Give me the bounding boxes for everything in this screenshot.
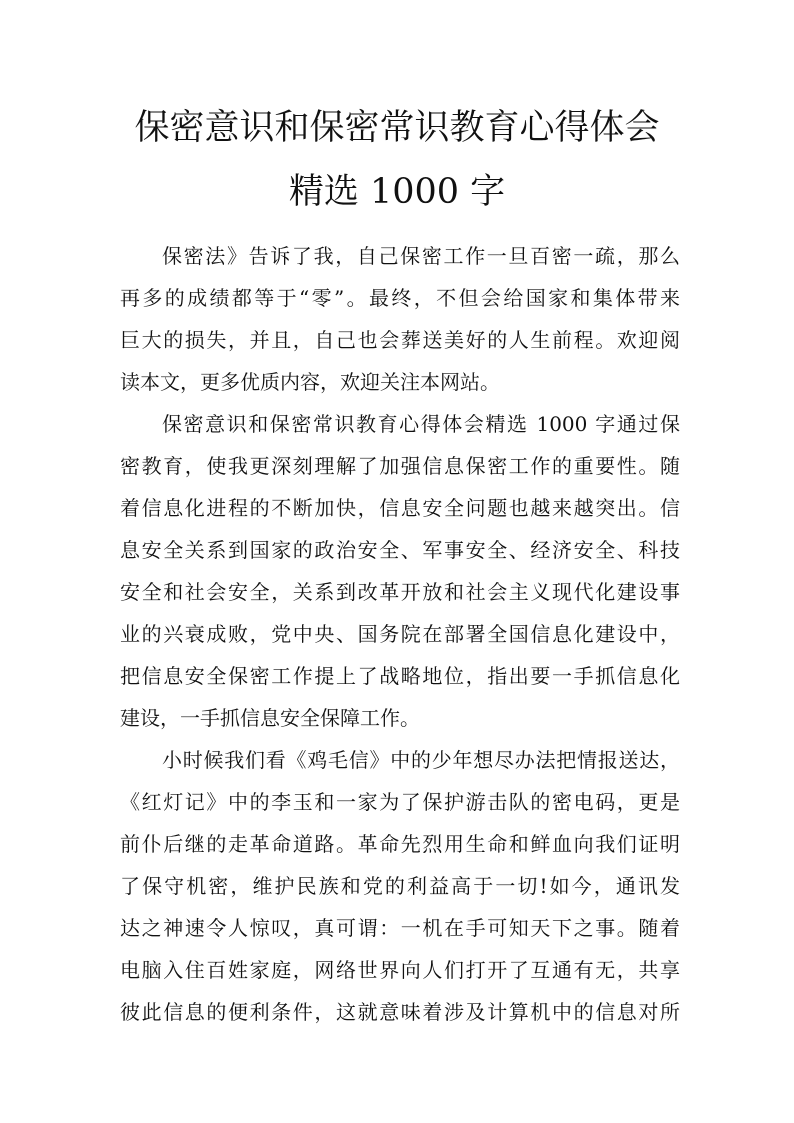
body-line: 了保守机密，维护民族和党的利益高于一切!如今，通讯发 [120,874,680,898]
body-line: 把信息安全保密工作提上了战略地位，指出要一手抓信息化 [120,664,680,688]
document-title-line-1: 保密意识和保密常识教育心得体会 [134,108,660,148]
body-line: 着信息化进程的不断加快，信息安全问题也越来越突出。信 [120,496,680,520]
body-line: 再多的成绩都等于“零”。最终，不但会给国家和集体带来 [120,286,680,310]
body-line: 达之神速令人惊叹，真可谓：一机在手可知天下之事。随着 [120,916,680,940]
body-line: 《红灯记》中的李玉和一家为了保护游击队的密电码，更是 [120,790,680,814]
body-line: 业的兴衰成败，党中央、国务院在部署全国信息化建设中， [120,622,680,646]
body-line: 建设，一手抓信息安全保障工作。 [120,706,420,730]
body-line: 彼此信息的便利条件，这就意味着涉及计算机中的信息对所 [120,1000,680,1024]
document-title-line-2: 精选 1000 字 [288,172,506,212]
body-line: 电脑入住百姓家庭，网络世界向人们打开了互通有无，共享 [120,958,680,982]
body-line: 巨大的损失，并且，自己也会葬送美好的人生前程。欢迎阅 [120,328,680,352]
body-line: 安全和社会安全，关系到改革开放和社会主义现代化建设事 [120,580,680,604]
body-line: 密教育，使我更深刻理解了加强信息保密工作的重要性。随 [120,454,680,478]
body-line: 息安全关系到国家的政治安全、军事安全、经济安全、科技 [120,538,680,562]
body-line: 保密意识和保密常识教育心得体会精选 1000 字通过保 [162,412,680,436]
body-line: 前仆后继的走革命道路。革命先烈用生命和鲜血向我们证明 [120,832,680,856]
body-line: 小时候我们看《鸡毛信》中的少年想尽办法把情报送达， [162,748,680,772]
body-line: 保密法》告诉了我，自己保密工作一旦百密一疏，那么 [162,244,680,268]
body-line: 读本文，更多优质内容，欢迎关注本网站。 [120,370,500,394]
